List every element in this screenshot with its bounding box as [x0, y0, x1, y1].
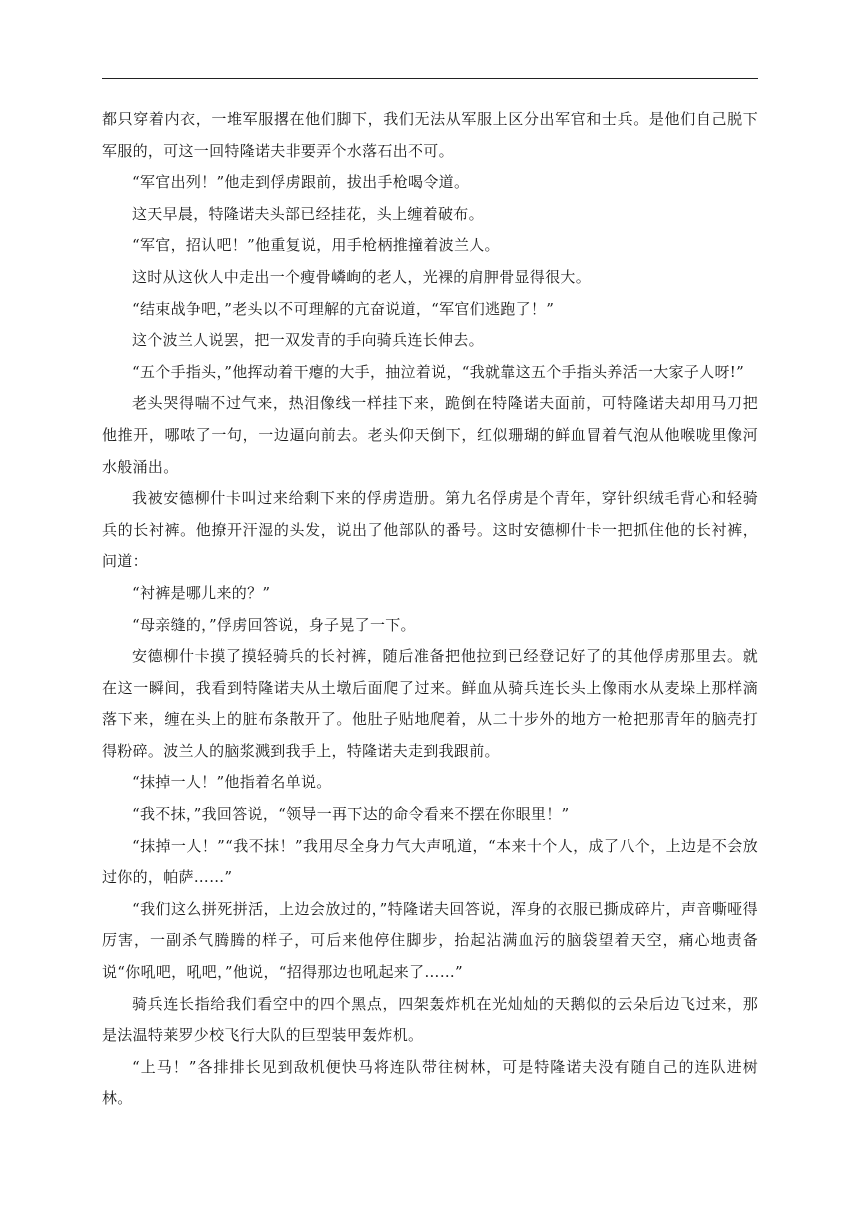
paragraph-6: “结束战争吧，”老头以不可理解的亢奋说道，“军官们逃跑了！”	[132, 299, 555, 318]
paragraph-2: “军官出列！”他走到俘虏跟前，拔出手枪喝令道。	[132, 173, 470, 192]
paragraph-14: “抹掉一人！”他指着名单说。	[132, 773, 332, 792]
paragraph-3: 这天早晨，特隆诺夫头部已经挂花，头上缠着破布。	[132, 204, 484, 223]
paragraph-19: “上马！”各排排长见到敌机便快马将连队带往树林，可是特隆诺夫没有随自己的连队进树林。	[102, 1057, 758, 1108]
paragraph-18: 骑兵连长指给我们看空中的四个黑点，四架轰炸机在光灿灿的天鹅似的云朵后边飞过来，那是法温特莱罗少校飞行大队的巨型装甲轰炸机。	[102, 994, 758, 1045]
paragraph-7: 这个波兰人说罢，把一双发青的手向骑兵连长伸去。	[132, 331, 484, 350]
paragraph-11: “衬裤是哪儿来的？”	[132, 583, 271, 602]
paragraph-17: “我们这么拼死拼活，上边会放过的，”特隆诺夫回答说，浑身的衣服已撕成碎片，声音嘶哑得厉害，一副杀气腾腾的样子，可后来他停住脚步，抬起沾满血污的脑袋望着天空，痛心地责备说“你吼吧，吼吧，”他说，“招得那边也吼起来了……”	[102, 899, 758, 982]
paragraph-5: 这时从这伙人中走出一个瘦骨嶙峋的老人，光裸的肩胛骨显得很大。	[132, 267, 592, 286]
paragraph-13: 安德柳什卡摸了摸轻骑兵的长衬裤，随后准备把他拉到已经登记好了的其他俘虏那里去。就在这一瞬间，我看到特隆诺夫从土墩后面爬了过来。鲜血从骑兵连长头上像雨水从麦垛上那样滴落下来，缠在头上的脏布条散开了。他肚子贴地爬着，从二十步外的地方一枪把那青年的脑壳打得粉碎。波兰人的脑浆溅到我手上，特隆诺夫走到我跟前。	[102, 647, 758, 760]
paragraph-4: “军官，招认吧！”他重复说，用手枪柄推撞着波兰人。	[132, 236, 500, 255]
paragraph-15: “我不抹，”我回答说，“领导一再下达的命令看来不摆在你眼里！”	[132, 805, 570, 824]
article-body	[102, 104, 758, 1115]
header-rule	[102, 78, 758, 79]
paragraph-12: “母亲缝的，”俘虏回答说，身子晃了一下。	[132, 615, 416, 634]
paragraph-8: “五个手指头，”他挥动着干瘪的大手，抽泣着说，“我就靠这五个手指头养活一大家子人呀!”	[132, 362, 745, 381]
paragraph-16: “抹掉一人！”“我不抹！”我用尽全身力气大声吼道，“本来十个人，成了八个，上边是不会放过你的，帕萨……”	[102, 836, 758, 887]
paragraph-10: 我被安德柳什卡叫过来给剩下来的俘虏造册。第九名俘虏是个青年，穿针织绒毛背心和轻骑兵的长衬裤。他撩开汗湿的头发，说出了他部队的番号。这时安德柳什卡一把抓住他的长衬裤，问道：	[102, 489, 758, 571]
paragraph-1: 都只穿着内衣，一堆军服撂在他们脚下，我们无法从军服上区分出军官和士兵。是他们自己脱下军服的，可这一回特隆诺夫非要弄个水落石出不可。	[102, 110, 758, 160]
paragraph-9: 老头哭得喘不过气来，热泪像线一样挂下来，跪倒在特隆诺夫面前，可特隆诺夫却用马刀把他推开，哪哝了一句，一边逼向前去。老头仰天倒下，红似珊瑚的鲜血冒着气泡从他喉咙里像河水般涌出。	[102, 394, 758, 476]
